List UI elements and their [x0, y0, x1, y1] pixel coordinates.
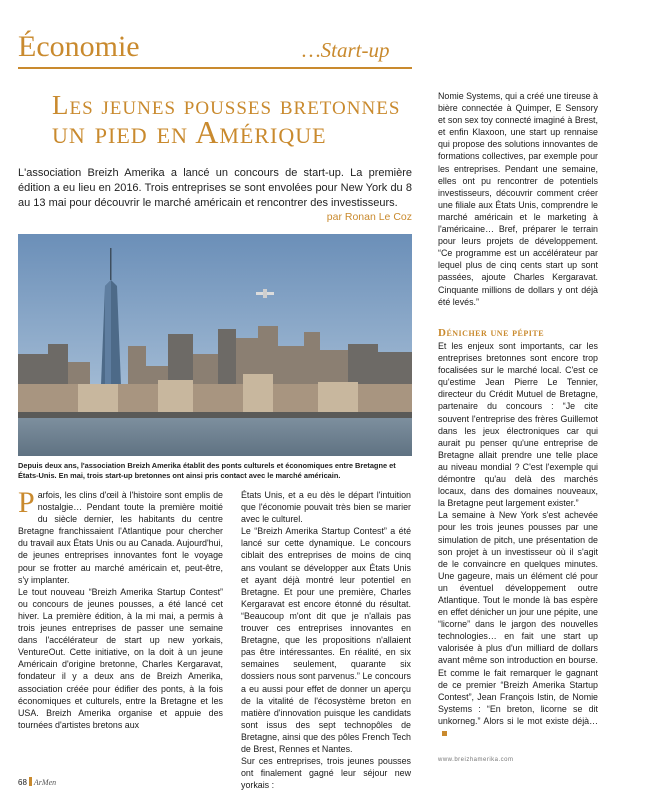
page-footer [18, 777, 56, 787]
column-1 [18, 486, 223, 731]
page-number: 68 [18, 778, 27, 787]
website-url[interactable]: www.breizhamerika.com [438, 757, 514, 763]
subsection-title: …Start-up [302, 38, 390, 62]
column-3-bottom [438, 340, 598, 739]
col2-paragraph-1: États Unis, et a eu dès le départ l'intuition que l'économie pouvait très bien se marier avec le culturel. [241, 490, 411, 525]
section-title: Économie [18, 30, 140, 63]
subheading: Dénicher une pépite [438, 327, 545, 339]
col2-paragraph-2: Le “Breizh Amerika Startup Contest” a été lancé sur cette dynamique. Le concours ciblait des entreprises de moins de cinq ans voulant se développer aux États Unis et ayant déjà montré leur potentiel en Bretagne. Et pour une première, Charles Kergaravat est encore étonné du résultat. “Beaucoup m'ont dit que je n'allais pas trouver ces entreprises innovantes en Bretagne, que les propositions n'allaient pas être intéressantes. En réalité, en six semaines seulement, quarante six dossiers nous sont parvenus.” Le concours a eu aussi pour effet de donner un aperçu de la vitalité de l'écosystème breton en matière d'innovation puisque les candidats sont issus des sept technopôles de Bretagne, ainsi que des pôles French Tech de Brest, Rennes et Nantes. [241, 526, 411, 754]
photo-caption: Depuis deux ans, l'association Breizh Amerika établit des ponts culturels et économiques entre Bretagne et États-Unis. En mai, trois start-up bretonnes ont ainsi pris contact avec le marché américain. [18, 461, 396, 480]
byline: par Ronan Le Coz [326, 211, 412, 223]
col3-paragraph-3: La semaine à New York s'est achevée pour les trois jeunes pousses par une simulation de pitch, une présentation de son projet à un investisseur où il s'agit de le convaincre en quelques minutes. Une gageure, mais un élément clé pour un éventuel développement outre Atlantique. Tout le monde là bas espère en effet dénicher un jour une pépite, une “licorne” dans le jargon des nouvelles technologies… en fait une start up valorisée à plus d'un milliard de dollars avant même son introduction en bourse. Et comme le fait remarquer le gagnant de ce premier “Breizh Amerika Startup Contest”, Jean François Istin, de Nomie Systems : “En breton, licorne se dit unkorneg.” Alors si le mot existe déjà… [438, 509, 598, 739]
article-title-line1: Les jeunes pousses bretonnes [52, 90, 401, 120]
column-2 [241, 489, 411, 791]
lead-paragraph: L'association Breizh Amerika a lancé un concours de start-up. La première édition a eu lieu en 2016. Trois entreprises se sont envolées pour New York du 8 au 13 mai pour découvrir le marché américain et rencontrer des investisseurs. [18, 167, 412, 209]
header-rule [18, 67, 412, 69]
skyline-photo [18, 234, 412, 456]
col1-paragraph-2: Le tout nouveau “Breizh Amerika Startup Contest” ou concours de jeunes pousses, a été lancé cet hiver. La première édition, à la mi mai, a permis à trois jeunes entreprises de passer une semaine dans l'accélérateur de start up new yorkais, VentureOut. Cette initiative, on la doit à un jeune Américain d'origine bretonne, Charles Kergaravat, fondateur il y a deux ans de Breizh Amerika, association créée pour édifier des ponts, à la fois économiques et culturels, entre la Bretagne et les USA. Breizh Amerika organise et appuie des tournées d'artistes bretons aux [18, 586, 223, 730]
end-mark-icon [442, 731, 447, 736]
col3-paragraph-1: Nomie Systems, qui a créé une tireuse à bière connectée à Quimper, E Sensory et son sex toy connecté imaginé à Brest, et enfin Klaxoon, une start up rennaise qui propose des solutions innovantes de formations collectives, par exemple pour les entreprises. Pendant une semaine, elles ont pu rencontrer de potentiels investisseurs, découvrir comment créer une filiale aux États Unis, comprendre le marché américain et le marketing à l'américaine… Bref, préparer le terrain pour leurs projets de développement. “Ce programme est un accélérateur par lequel plus de cinq cents start up sont passées, ajoute Charles Kergaravat. Cinquante millions de dollars y ont déjà été levés.” [438, 91, 598, 307]
article-title-line2: un pied en Amérique [52, 114, 327, 150]
skyline-illustration [18, 234, 412, 456]
col1-paragraph-1: Parfois, les clins d'œil à l'histoire sont emplis de nostalgie… Pendant toute la première moitié du siècle dernier, les habitants du centre Bretagne franchissaient l'Atlantique pour chercher du travail aux États Unis ou au Canada. Aujourd'hui, de jeunes entreprises innovantes font le voyage pour se frotter au marché américain et, peut-être, s'y implanter. [18, 486, 223, 585]
footer-separator [29, 777, 32, 786]
drop-cap: P [18, 486, 35, 519]
col3-paragraph-2: Et les enjeux sont importants, car les entreprises bretonnes sont encore trop focalisées sur le marché local. C'est ce qu'estime Jean Pierre Le Tennier, directeur du Crédit Mutuel de Bretagne, partenaire du concours : “Je cite souvent l'entreprise des frères Guillemot dans les jeux électroniques car qui aurait pu penser qu'une entreprise de Bretagne allait prendre une telle place au niveau mondial ? C'est l'exemple qui démontre qu'au delà des marchés locaux, dans des domaines nouveaux, la Bretagne peut largement exister.” [438, 341, 598, 509]
col2-paragraph-3: Sur ces entreprises, trois jeunes pousses ont finalement gagné leur séjour new yorkais : [241, 756, 411, 791]
magazine-brand: ArMen [33, 778, 57, 787]
column-3-top [438, 90, 598, 308]
